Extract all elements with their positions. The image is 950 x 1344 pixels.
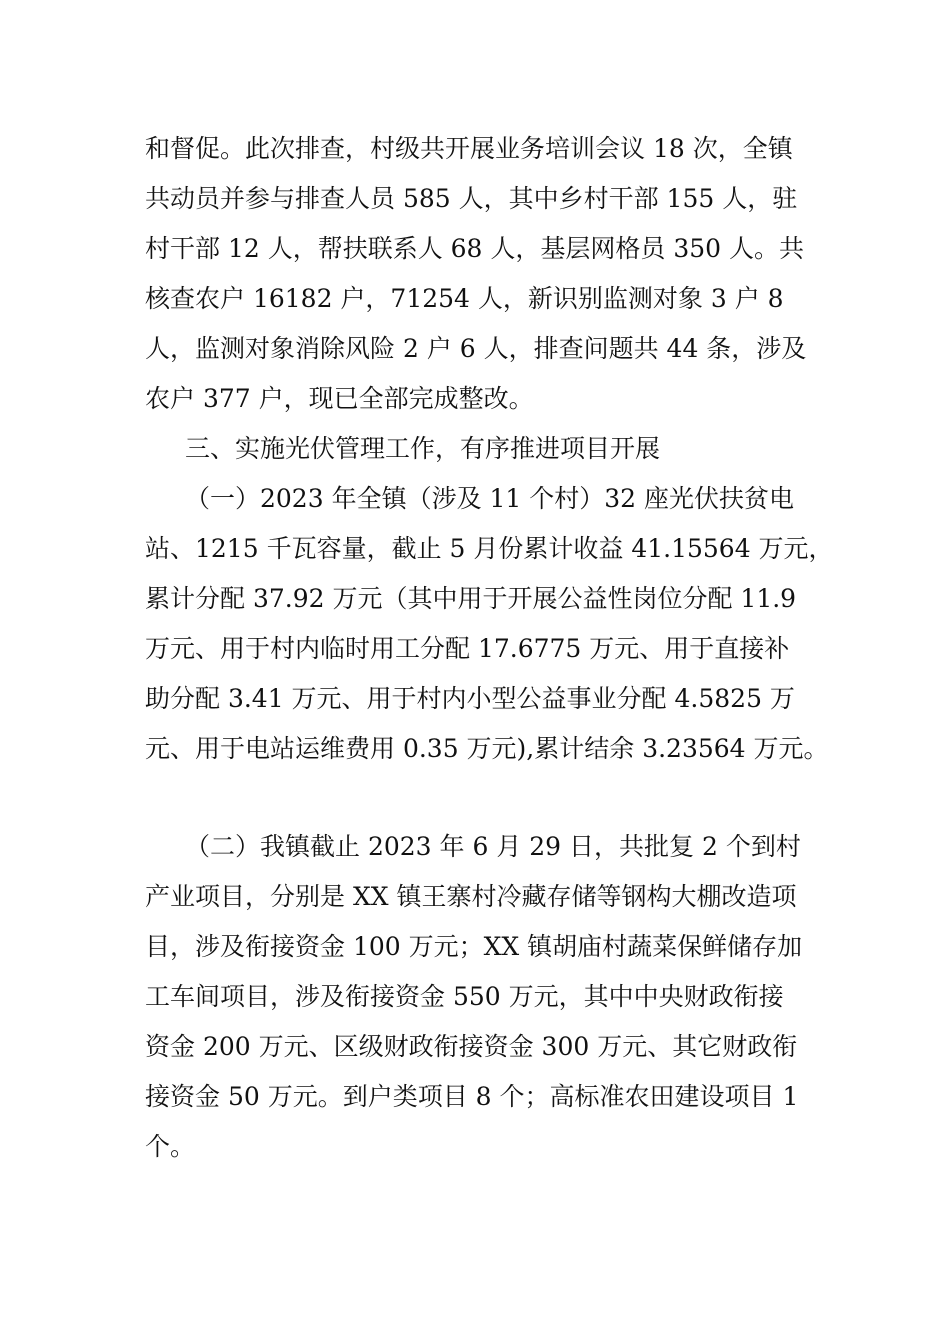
text-line: 农户 377 户，现已全部完成整改。 xyxy=(145,384,534,413)
text-line: 元、用于电站运维费用 0.35 万元),累计结余 3.23564 万元。 xyxy=(145,734,829,763)
text-line: 共动员并参与排查人员 585 人，其中乡村干部 155 人，驻 xyxy=(145,184,798,213)
text-line: （一）2023 年全镇（涉及 11 个村）32 座光伏扶贫电 xyxy=(185,484,795,513)
text-line: 接资金 50 万元。到户类项目 8 个；高标准农田建设项目 1 xyxy=(145,1082,799,1111)
text-line: 工车间项目，涉及衔接资金 550 万元，其中中央财政衔接 xyxy=(145,982,784,1011)
text-line: 产业项目，分别是 XX 镇王寨村冷藏存储等钢构大棚改造项 xyxy=(145,882,797,911)
text-line: 助分配 3.41 万元、用于村内小型公益事业分配 4.5825 万 xyxy=(145,684,795,713)
text-line: 村干部 12 人，帮扶联系人 68 人，基层网格员 350 人。共 xyxy=(145,234,805,263)
text-line: 站、1215 千瓦容量，截止 5 月份累计收益 41.15564 万元， xyxy=(145,534,834,563)
text-line: （二）我镇截止 2023 年 6 月 29 日，共批复 2 个到村 xyxy=(185,832,801,861)
section-heading: 三、实施光伏管理工作，有序推进项目开展 xyxy=(185,434,661,463)
text-line: 个。 xyxy=(145,1132,196,1161)
text-line: 核查农户 16182 户，71254 人，新识别监测对象 3 户 8 xyxy=(145,284,784,313)
text-line: 累计分配 37.92 万元（其中用于开展公益性岗位分配 11.9 xyxy=(145,584,797,613)
text-line: 万元、用于村内临时用工分配 17.6775 万元、用于直接补 xyxy=(145,634,790,663)
text-line: 目，涉及衔接资金 100 万元；XX 镇胡庙村蔬菜保鲜储存加 xyxy=(145,932,803,961)
text-line: 和督促。此次排查，村级共开展业务培训会议 18 次，全镇 xyxy=(145,134,793,163)
text-line: 人，监测对象消除风险 2 户 6 人，排查问题共 44 条，涉及 xyxy=(145,334,807,363)
text-line: 资金 200 万元、区级财政衔接资金 300 万元、其它财政衔 xyxy=(145,1032,798,1061)
